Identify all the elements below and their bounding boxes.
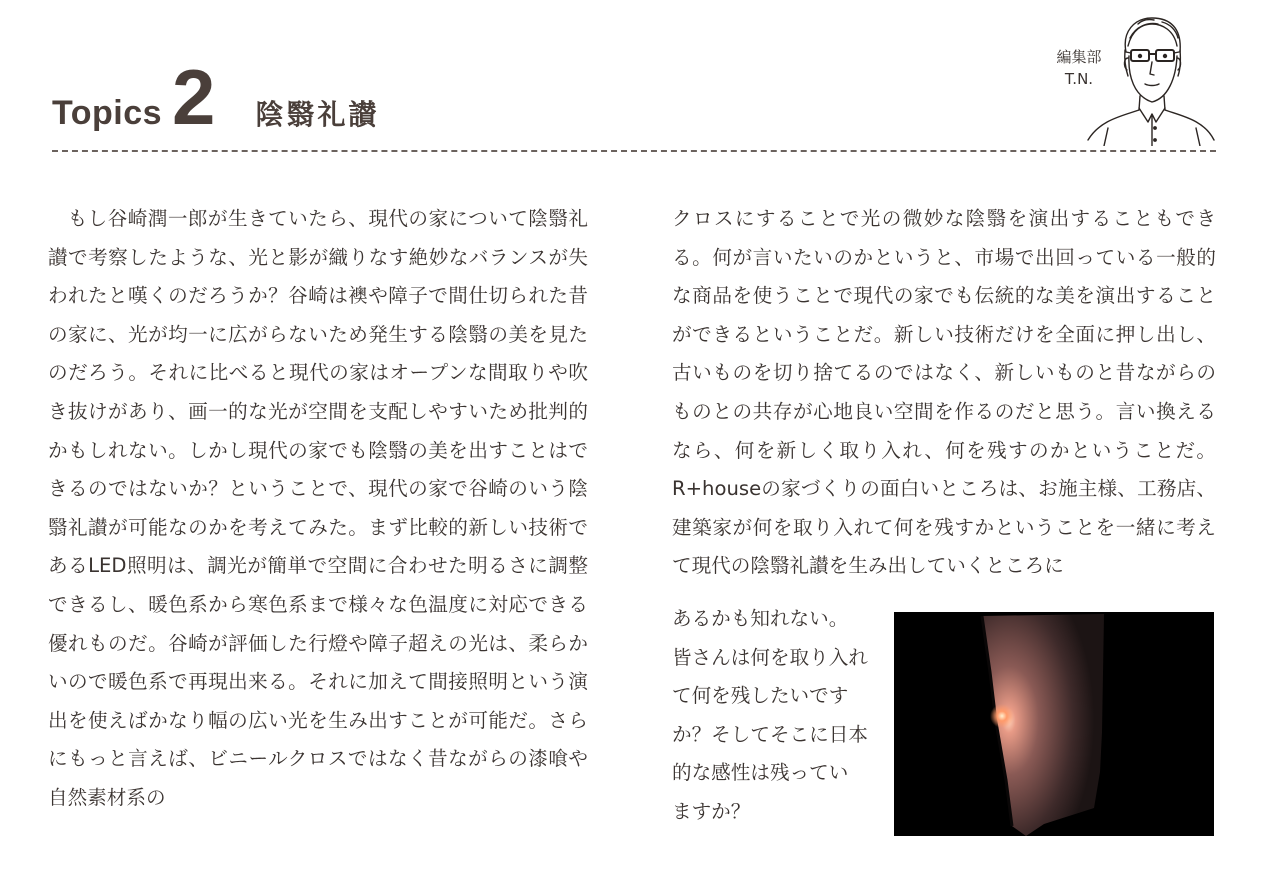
article-paragraph-left: もし谷崎潤一郎が生きていたら、現代の家について陰翳礼讃で考察したような、光と影が織りなす絶妙なバランスが失われたと嘆くのだろうか？谷崎は襖や障子で間仕切られた昔の家に、光が均一に広がらないため発生する陰翳の美を見たのだろう。それに比べると現代の家はオープンな間取りや吹き抜けがあり、画一的な光が空間を支配しやすいため批判的かもしれない。しかし現代の家でも陰翳の美を出すことはできるのではないか？ということで、現代の家で谷崎のいう陰翳礼讃が可能なのかを考えてみた。まず比較的新しい技術であるLED照明は、調光が簡単で空間に合わせた明るさに調整できるし、暖色系から寒色系まで様々な色温度に対応できる優れものだ。谷崎が評価した行燈や障子超えの光は、柔らかいので暖色系で再現出来る。それに加えて間接照明という演出を使えばかなり幅の広い光を生み出すことが可能だ。さらにもっと言えば、ビニールクロスではなく昔ながらの漆喰や自然素材系の <box>48 207 588 809</box>
lit-paper-panel-image <box>894 612 1214 836</box>
lighting-photo <box>894 612 1214 836</box>
closing-line: ますか？ <box>672 799 751 823</box>
editor-portrait-illustration <box>1082 12 1218 146</box>
editor-department: 編集部 <box>1056 48 1102 66</box>
article-right-column <box>672 200 1216 586</box>
article-left-column <box>48 200 588 818</box>
closing-line: 的な感性は残ってい <box>672 761 849 785</box>
closing-line: あるかも知れない。 <box>672 607 849 630</box>
closing-line: 皆さんは何を取り入れ <box>672 645 868 669</box>
article-closing-lines <box>672 600 882 832</box>
closing-line: て何を残したいです <box>672 684 849 708</box>
topic-title: 陰翳礼讃 <box>255 98 380 131</box>
editor-initials: T.N. <box>1064 70 1094 88</box>
topic-number: 2 <box>172 53 214 141</box>
article-paragraph-right: クロスにすることで光の微妙な陰翳を演出することもできる。何が言いたいのかというと、市場で出回っている一般的な商品を使うことで現代の家でも伝統的な美を演出することができるということだ。新しい技術だけを全面に押し出し、古いものを切り捨てるのではなく、新しいものと昔ながらのものとの共存が心地良い空間を作るのだと思う。言い換えるなら、何を新しく取り入れ、何を残すのかということだ。R+houseの家づくりの面白いところは、お施主様、工務店、建築家が何を取り入れて何を残すかということを一緒に考えて現代の陰翳礼讃を生み出していくところに <box>672 207 1216 578</box>
topics-label: Topics <box>52 94 163 132</box>
topic-header <box>52 53 380 141</box>
closing-line: か？そしてそこに日本 <box>672 722 868 746</box>
dashed-divider <box>52 150 1216 152</box>
